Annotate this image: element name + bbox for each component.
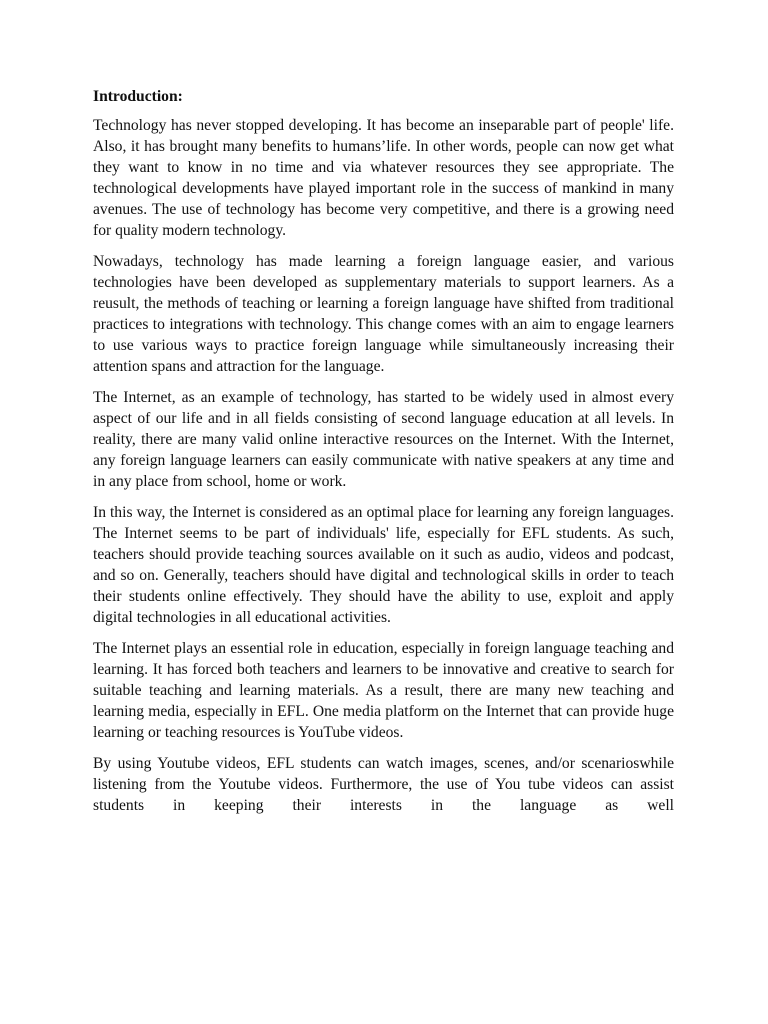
section-heading: Introduction: [93,88,183,105]
paragraph-2: Nowadays, technology has made learning a foreign language easier, and various technologies have been developed as supplementary materials to support learners. As a reusult, the methods of teaching or learning a foreign language have shifted from traditional practices to integrations with technology. This change comes with an aim to engage learners to use various ways to practice foreign language while simultaneously increasing their attention spans and attraction for the language. [93,253,674,375]
document-page [93,86,674,826]
paragraph-3: The Internet, as an example of technology, has started to be widely used in almost every aspect of our life and in all fields consisting of second language education at all levels. In reality, there are many valid online interactive resources on the Internet. With the Internet, any foreign language learners can easily communicate with native speakers at any time and in any place from school, home or work. [93,389,674,490]
paragraph-4: In this way, the Internet is considered as an optimal place for learning any foreign languages. The Internet seems to be part of individuals' life, especially for EFL students. As such, teachers should provide teaching sources available on it such as audio, videos and podcast, and so on. Generally, teachers should have digital and technological skills in order to teach their students online effectively. They should have the ability to use, exploit and apply digital technologies in all educational activities. [93,504,674,626]
paragraph-5: The Internet plays an essential role in education, especially in foreign language teaching and learning. It has forced both teachers and learners to be innovative and creative to search for suitable teaching and learning materials. As a result, there are many new teaching and learning media, especially in EFL. One media platform on the Internet that can provide huge learning or teaching resources is YouTube videos. [93,640,674,741]
paragraph-1: Technology has never stopped developing. It has become an inseparable part of people' life. Also, it has brought many benefits to humans’life. In other words, people can now get what they want to know in no time and via whatever resources they see appropriate. The technological developments have played important role in the success of mankind in many avenues. The use of technology has become very competitive, and there is a growing need for quality modern technology. [93,117,674,239]
paragraph-6: By using Youtube videos, EFL students can watch images, scenes, and/or scenarioswhile listening from the Youtube videos. Furthermore, the use of You tube videos can assist students in keeping their interests in the language as well [93,755,674,814]
